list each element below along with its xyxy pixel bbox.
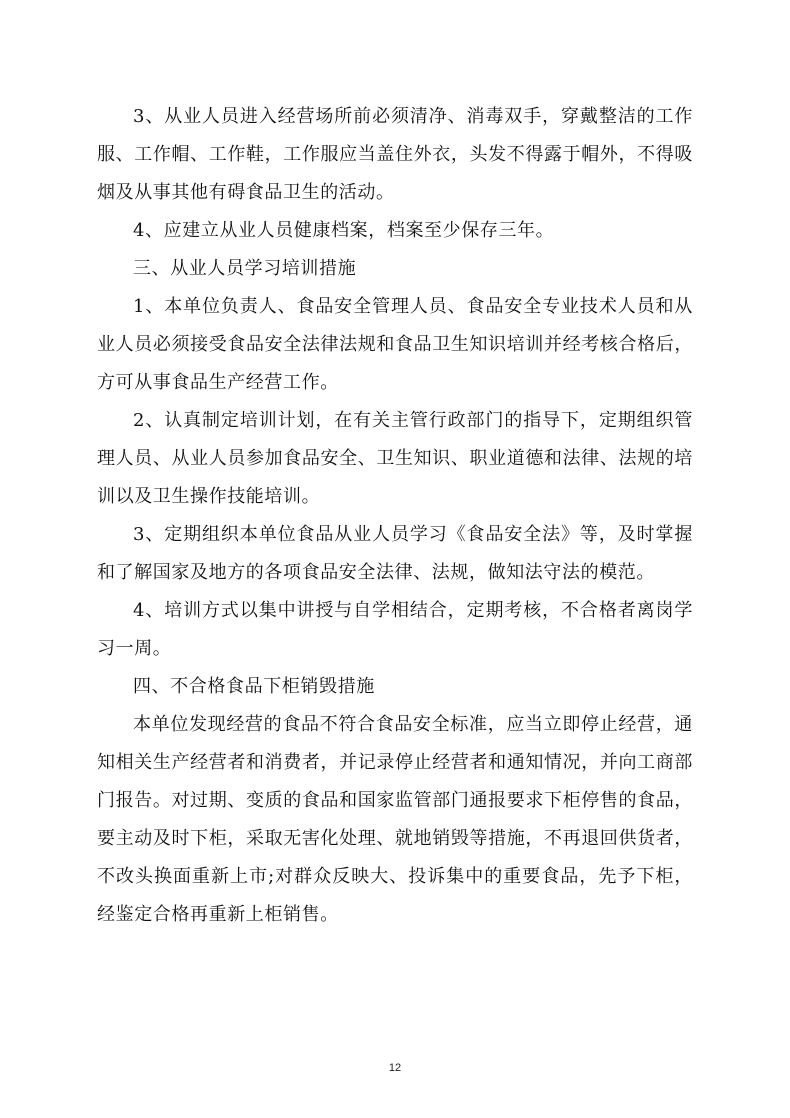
- section-heading-disposal: 四、不合格食品下柜销毁措施: [133, 676, 375, 697]
- paragraph-employee-hygiene-3: 3、从业人员进入经营场所前必须清净、消毒双手，穿戴整洁的工作服、工作帽、工作鞋，工作服应当盖住外衣，头发不得露于帽外，不得吸烟及从事其他有碍食品卫生的活动。: [97, 106, 693, 203]
- paragraph-training-2: 2、认真制定培训计划，在有关主管行政部门的指导下，定期组织管理人员、从业人员参加食品安全、卫生知识、职业道德和法律、法规的培训以及卫生操作技能培训。: [97, 410, 693, 507]
- paragraph-disposal: 本单位发现经营的食品不符合食品安全标准，应当立即停止经营，通知相关生产经营者和消费者，并记录停止经营者和通知情况，并向工商部门报告。对过期、变质的食品和国家监管部门通报要求下柜停售的食品，要主动及时下柜，采取无害化处理、就地销毁等措施，不再退回供货者，不改头换面重新上市;对群众反映大、投诉集中的重要食品，先予下柜，经鉴定合格再重新上柜销售。: [97, 714, 693, 925]
- section-heading-training: 三、从业人员学习培训措施: [133, 258, 357, 279]
- page-number: 12: [388, 1062, 402, 1074]
- paragraph-training-3: 3、定期组织本单位食品从业人员学习《食品安全法》等，及时掌握和了解国家及地方的各项食品安全法律、法规，做知法守法的模范。: [97, 524, 693, 583]
- paragraph-training-1: 1、本单位负责人、食品安全管理人员、食品安全专业技术人员和从业人员必须接受食品安全法律法规和食品卫生知识培训并经考核合格后，方可从事食品生产经营工作。: [97, 296, 693, 393]
- paragraph-health-records-4: 4、应建立从业人员健康档案，档案至少保存三年。: [133, 220, 555, 241]
- document-body: [97, 98, 693, 934]
- paragraph-training-4: 4、培训方式以集中讲授与自学相结合，定期考核，不合格者离岗学习一周。: [97, 600, 693, 659]
